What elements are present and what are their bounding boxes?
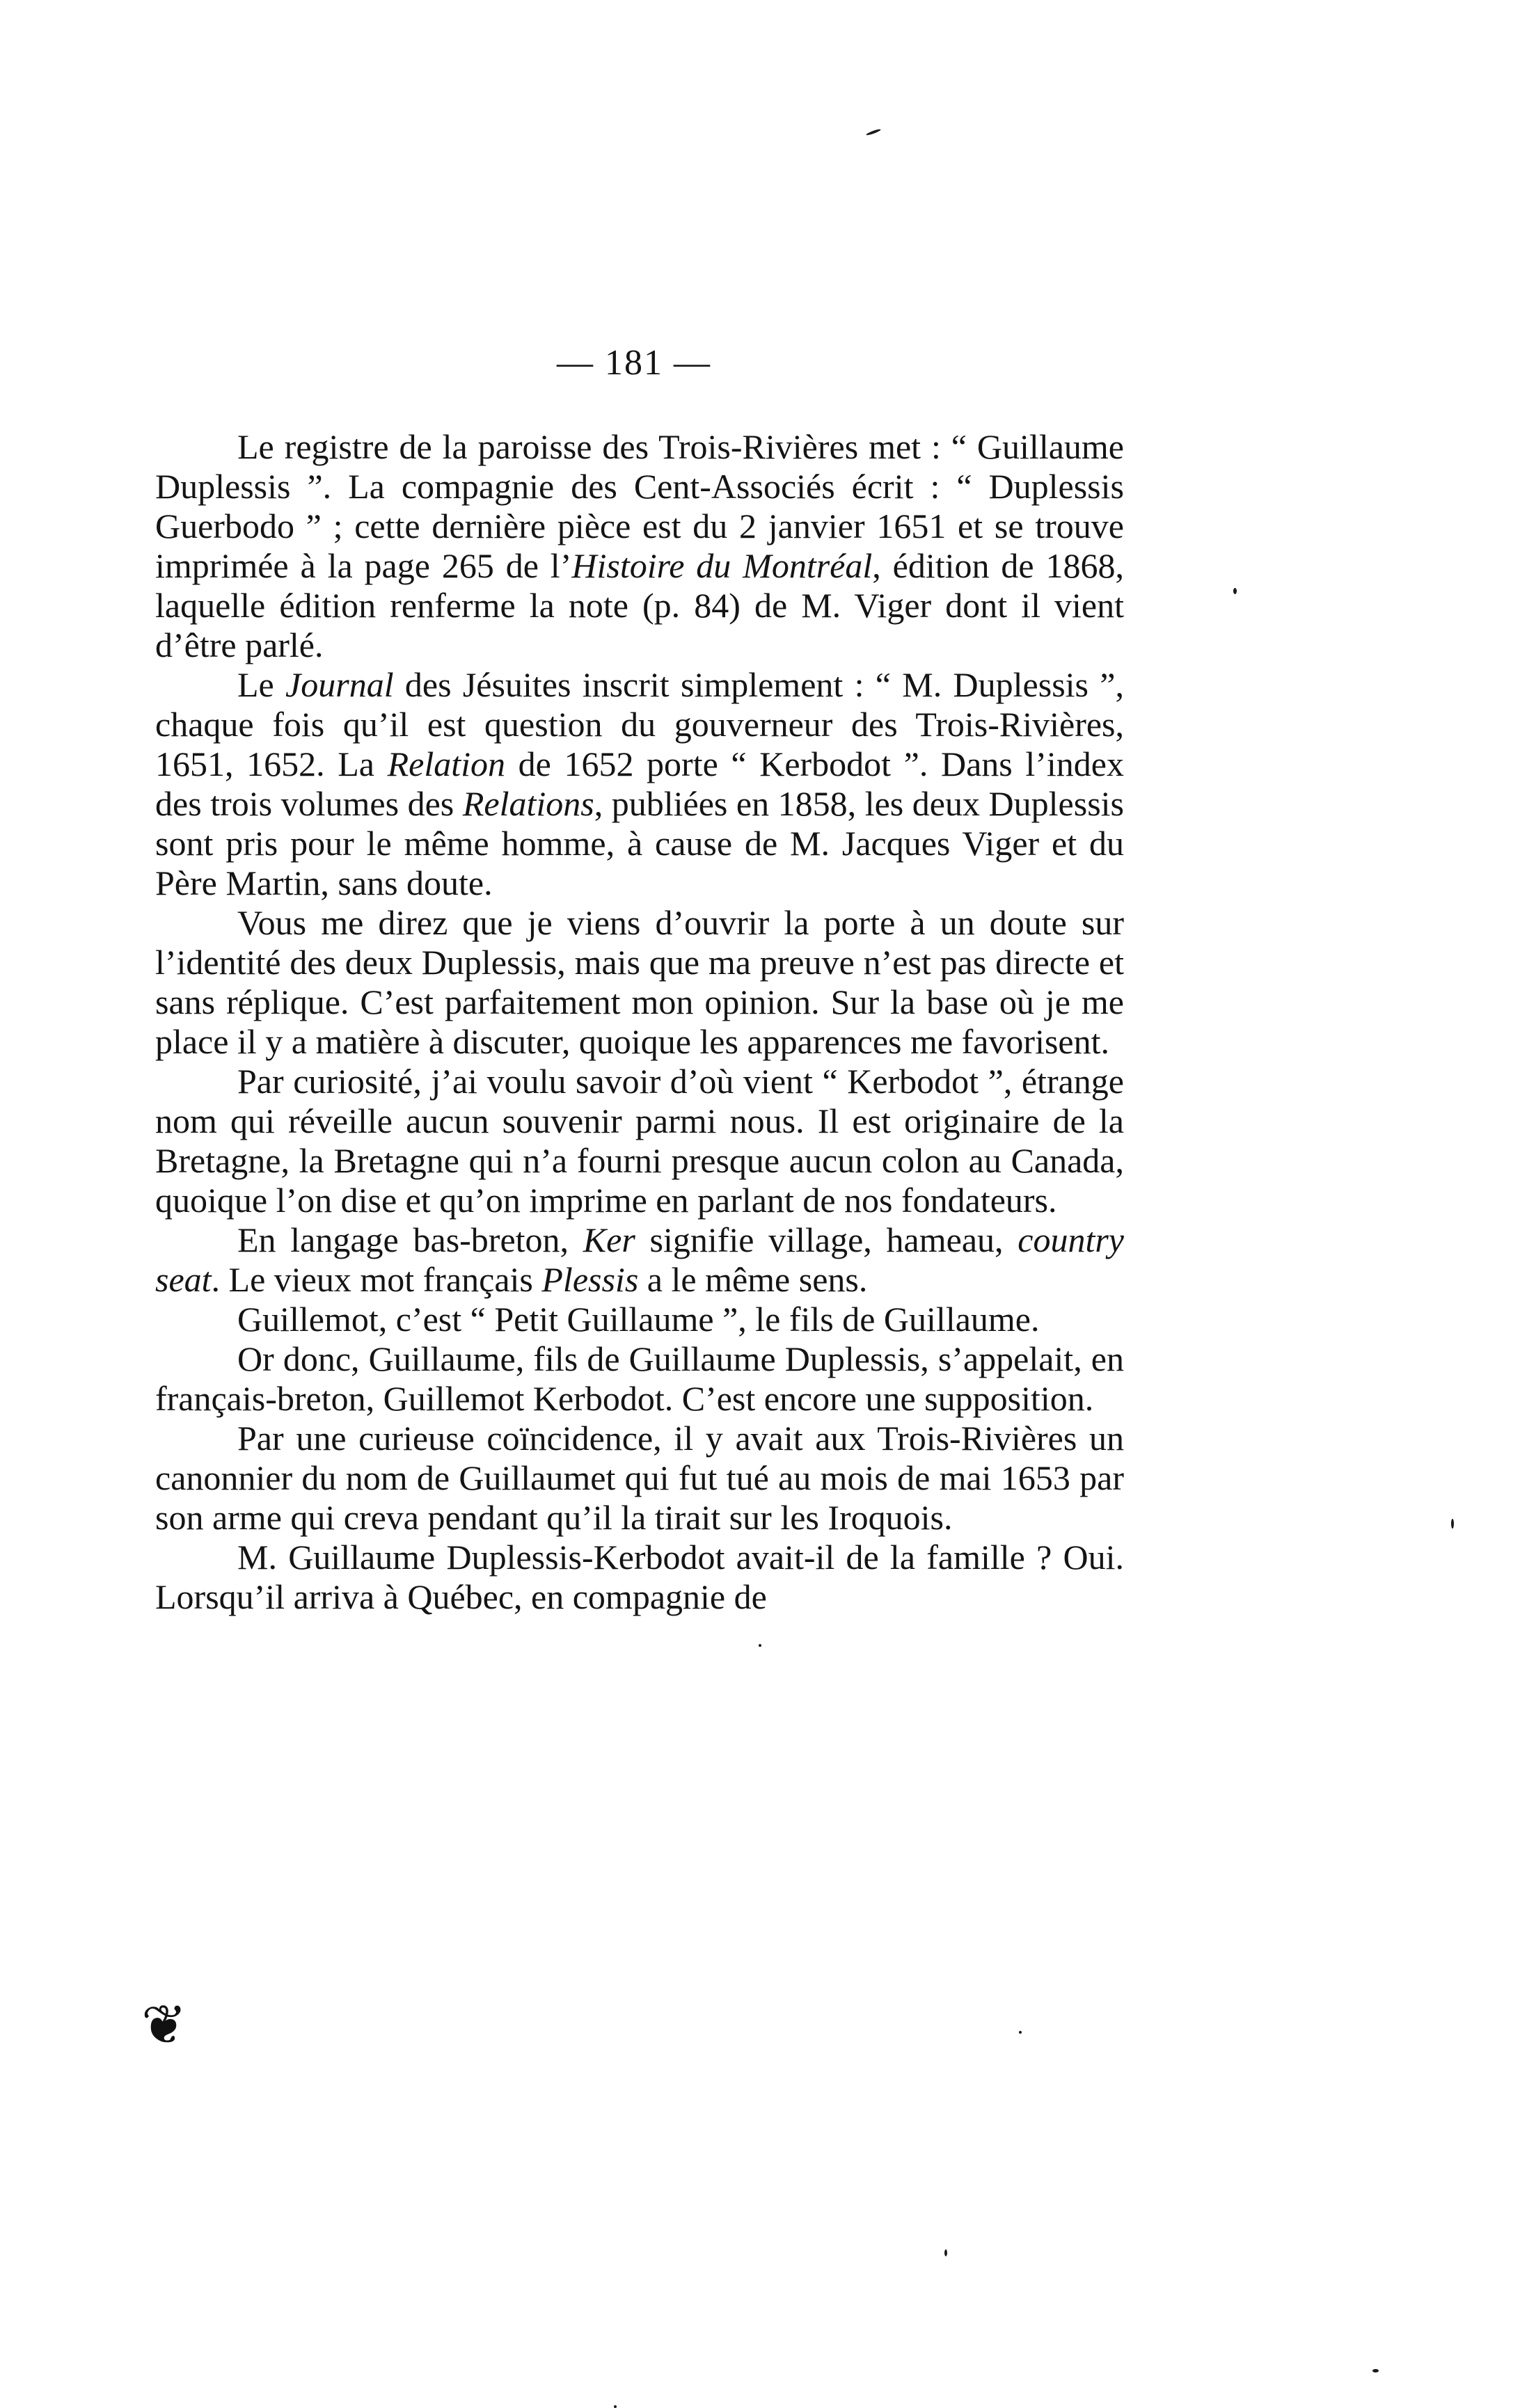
text-run: , publiées en 1858, les deux Duplessis sont pris pour le même homme, à cause de M. Jacques Viger et du Père Martin, sans doute. [155, 784, 1124, 902]
text-run: Le [237, 665, 286, 704]
text-run: de 1652 porte “ Kerbodot ”. Dans l’index des trois volumes des [155, 744, 1124, 823]
paragraph [155, 665, 1124, 903]
paragraph [155, 1538, 1124, 1617]
paragraph [155, 1220, 1124, 1300]
printer-ornament-icon: ❦ [141, 1995, 187, 2055]
scan-speck [759, 1644, 761, 1647]
scan-speck [944, 2249, 947, 2256]
paragraph [155, 1062, 1124, 1220]
paragraph [155, 1339, 1124, 1419]
italic-text: Plessis [541, 1260, 639, 1299]
text-run: Par curiosité, j’ai voulu savoir d’où vient “ Kerbodot ”, étrange nom qui réveille aucun souvenir parmi nous. Il est originaire de la Bretagne, la Bretagne qui n’a fourni presque aucun colon au Canada, quoique l’on dise et qu’on imprime en parlant de nos fondateurs. [155, 1062, 1124, 1220]
italic-text: Relation [387, 744, 506, 783]
italic-text: Journal [285, 665, 394, 704]
paragraph [155, 1419, 1124, 1538]
paragraph [155, 427, 1124, 665]
scan-speck [866, 128, 881, 136]
paragraph [155, 1300, 1124, 1339]
scan-speck [1372, 2369, 1379, 2373]
italic-text: Ker [583, 1220, 635, 1259]
text-run: a le même sens. [638, 1260, 868, 1299]
scan-speck [1019, 2031, 1022, 2034]
italic-text: country seat [155, 1220, 1124, 1299]
text-run: . Le vieux mot français [211, 1260, 542, 1299]
text-run: Vous me direz que je viens d’ouvrir la porte à un doute sur l’identité des deux Duplessis, mais que ma preuve n’est pas directe et sans réplique. C’est parfaitement mon opinion. Sur la base où je me place il y a matière à discuter, quoique les apparences me favorisent. [155, 903, 1124, 1061]
page-number: — 181 — [557, 343, 711, 383]
text-run: Par une curieuse coïncidence, il y avait aux Trois-Rivières un canonnier du nom de Guillaumet qui fut tué au mois de mai 1653 par son arme qui creva pendant qu’il la tirait sur les Iroquois. [155, 1419, 1124, 1537]
scan-speck [1451, 1519, 1454, 1529]
text-run: Guillemot, c’est “ Petit Guillaume ”, le fils de Guillaume. [237, 1300, 1040, 1339]
scan-speck [1233, 588, 1237, 594]
italic-text: Relations [462, 784, 594, 823]
paragraph [155, 903, 1124, 1062]
text-run: En langage bas-breton, [237, 1220, 583, 1259]
text-run: , édition de 1868, laquelle édition renferme la note (p. 84) de M. Viger dont il vient d’être parlé. [155, 546, 1125, 664]
text-run: signifie village, hameau, [635, 1220, 1018, 1259]
text-run: M. Guillaume Duplessis-Kerbodot avait-il de la famille ? Oui. Lorsqu’il arriva à Québec, en compagnie de [155, 1538, 1124, 1616]
scan-speck [614, 2405, 617, 2408]
italic-text: Histoire du Montréal [571, 546, 873, 585]
text-run: des Jésuites inscrit simplement : “ M. Duplessis ”, chaque fois qu’il est question du gouverneur des Trois-Rivières, 1651, 1652. La [155, 665, 1124, 783]
text-run: Le registre de la paroisse des Trois-Rivières met : “ Guillaume Duplessis ”. La compagnie des Cent-Associés écrit : “ Duplessis Guerbodo ” ; cette dernière pièce est du 2 janvier 1651 et se trouve imprimée à la page 265 de l’ [155, 427, 1124, 585]
text-run: Or donc, Guillaume, fils de Guillaume Duplessis, s’appelait, en français-breton, Guillemot Kerbodot. C’est encore une supposition. [155, 1339, 1124, 1418]
body-text [155, 427, 1124, 1617]
